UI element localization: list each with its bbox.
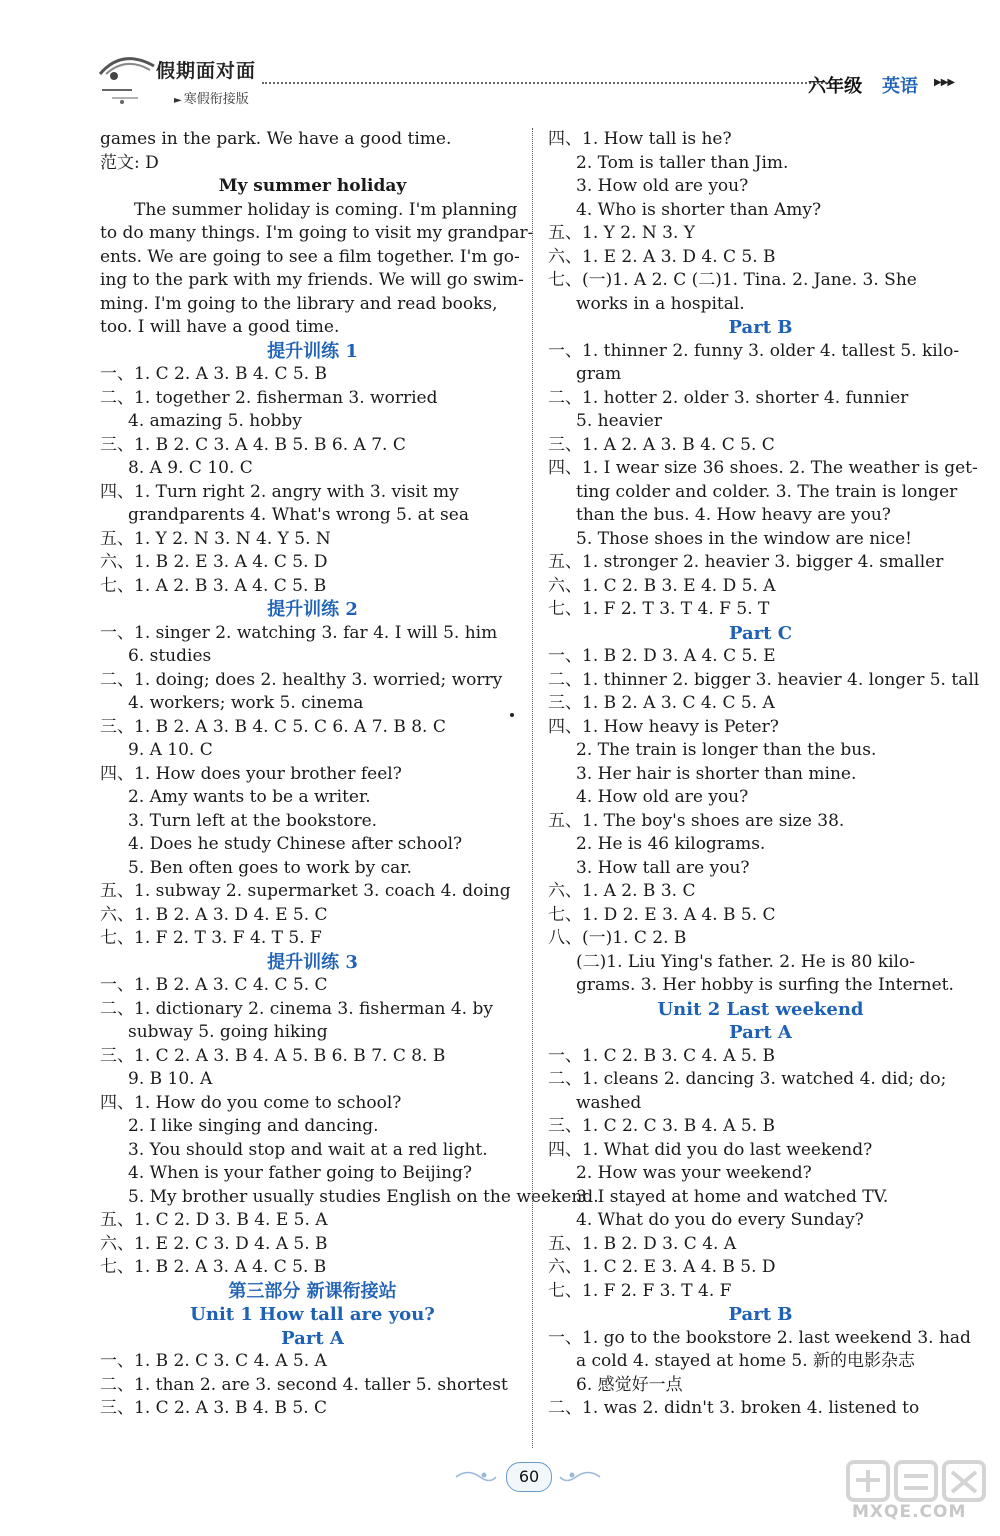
answer-line: 五、1. The boy's shoes are size 38.	[548, 810, 845, 831]
answer-line: 范文: D	[100, 152, 159, 173]
answer-line: 3. How old are you?	[576, 176, 749, 196]
brand-subtitle: ► 寒假衔接版	[174, 88, 249, 107]
answer-line: 一、1. B 2. C 3. C 4. A 5. A	[100, 1351, 327, 1371]
answer-line: 5. Those shoes in the window are nice!	[576, 528, 912, 549]
answer-line: 二、1. together 2. fisherman 3. worried	[100, 387, 438, 408]
header-dotted-rule	[262, 82, 862, 84]
answer-line: 一、1. go to the bookstore 2. last weekend 3. had	[548, 1327, 971, 1348]
answer-line: My summer holiday	[218, 176, 407, 196]
answer-line: (二)1. Liu Ying's father. 2. He is 80 kilo-	[576, 951, 915, 972]
answer-line: 七、1. F 2. F 3. T 4. F	[548, 1280, 732, 1301]
answer-line: 七、1. B 2. A 3. A 4. C 5. B	[100, 1257, 327, 1277]
answer-line: 五、1. Y 2. N 3. N 4. Y 5. N	[100, 528, 331, 549]
answer-line: 二、1. doing; does 2. healthy 3. worried; worry	[100, 669, 503, 690]
answer-line: 四、1. I wear size 36 shoes. 2. The weather is get-	[548, 458, 978, 478]
section-heading: 第三部分 新课衔接站	[228, 1280, 397, 1302]
answer-line: 4. amazing 5. hobby	[128, 411, 302, 431]
answer-line: 一、1. C 2. A 3. B 4. C 5. B	[100, 364, 328, 384]
section-heading: Part B	[728, 1304, 793, 1325]
answer-line: 6. studies	[128, 646, 212, 666]
answer-line: 5. My brother usually studies English on the weekend.	[128, 1186, 599, 1207]
answer-line: games in the park. We have a good time.	[100, 129, 452, 149]
section-heading: Part A	[729, 1022, 792, 1043]
section-heading: 提升训练 3	[267, 951, 358, 973]
right-answer-column	[548, 128, 980, 1421]
triple-arrow-icon: ▶▶▶	[934, 77, 955, 88]
answer-line: 3. You should stop and wait at a red light.	[128, 1139, 488, 1160]
answer-line: 七、1. F 2. T 3. T 4. F 5. T	[548, 599, 770, 619]
column-divider	[532, 128, 533, 1448]
answer-line: ting colder and colder. 3. The train is longer	[576, 481, 958, 502]
answer-line: 七、1. F 2. T 3. F 4. T 5. F	[100, 928, 322, 948]
answer-line: 六、1. B 2. E 3. A 4. C 5. D	[100, 552, 328, 572]
answer-line: 四、1. Turn right 2. angry with 3. visit my	[100, 481, 459, 502]
answer-line: 三、1. A 2. A 3. B 4. C 5. C	[548, 434, 775, 455]
answer-line: 二、1. than 2. are 3. second 4. taller 5. shortest	[100, 1374, 508, 1395]
answer-line: 六、1. C 2. E 3. A 4. B 5. D	[548, 1257, 776, 1277]
answer-line: too. I will have a good time.	[100, 317, 340, 337]
answer-line: 4. How old are you?	[576, 787, 749, 807]
answer-line: 8. A 9. C 10. C	[128, 458, 253, 478]
answer-line: 三、1. B 2. A 3. B 4. C 5. C 6. A 7. B 8. C	[100, 716, 446, 737]
section-heading: Part B	[728, 317, 793, 338]
answer-line: 3. Turn left at the bookstore.	[128, 810, 378, 831]
answer-line: 二、1. hotter 2. older 3. shorter 4. funnier	[548, 387, 909, 408]
section-heading: Unit 2 Last weekend	[657, 998, 864, 1020]
answer-line: 六、1. E 2. C 3. D 4. A 5. B	[100, 1233, 328, 1254]
stray-dot	[510, 713, 514, 717]
answer-line: 四、1. How tall is he?	[548, 129, 732, 149]
answer-line: works in a hospital.	[576, 293, 745, 314]
answer-line: 9. B 10. A	[128, 1069, 213, 1089]
section-heading: Part C	[728, 622, 793, 644]
answer-line: 六、1. C 2. B 3. E 4. D 5. A	[548, 575, 776, 596]
page-number: 60	[506, 1462, 552, 1492]
left-ornament-icon	[454, 1466, 498, 1488]
answer-line: The summer holiday is coming. I'm planning	[134, 199, 518, 220]
answer-line: 2. How was your weekend?	[576, 1163, 812, 1183]
answer-line: 五、1. subway 2. supermarket 3. coach 4. doing	[100, 881, 511, 901]
answer-line: 一、1. B 2. A 3. C 4. C 5. C	[100, 975, 328, 995]
answer-line: a cold 4. stayed at home 5. 新的电影杂志	[576, 1351, 916, 1371]
answer-line: 一、1. singer 2. watching 3. far 4. I will 5. him	[100, 622, 498, 643]
answer-line: 4. Who is shorter than Amy?	[576, 199, 822, 220]
answer-line: 五、1. stronger 2. heavier 3. bigger 4. smaller	[548, 552, 944, 572]
answer-line: 三、1. C 2. A 3. B 4. A 5. B 6. B 7. C 8. B	[100, 1045, 446, 1066]
answer-line: 2. I like singing and dancing.	[128, 1116, 379, 1136]
answer-line: 6. 感觉好一点	[576, 1374, 683, 1395]
watermark-logo-icon	[842, 1458, 992, 1534]
answer-line: 七、1. A 2. B 3. A 4. C 5. B	[100, 575, 327, 596]
answer-line: than the bus. 4. How heavy are you?	[576, 505, 891, 525]
answer-line: 六、1. A 2. B 3. C	[548, 881, 696, 901]
answer-line: 四、1. How heavy is Peter?	[548, 716, 779, 737]
answer-line: 六、1. B 2. A 3. D 4. E 5. C	[100, 904, 328, 925]
answer-line: 五、1. C 2. D 3. B 4. E 5. A	[100, 1210, 328, 1230]
answer-line: 五、1. Y 2. N 3. Y	[548, 223, 695, 243]
answer-line: washed	[576, 1092, 642, 1113]
subject-label: 英语	[882, 76, 918, 97]
watermark-text: MXQE.COM	[852, 1502, 967, 1522]
answer-line: 二、1. thinner 2. bigger 3. heavier 4. longer 5. tall	[548, 669, 980, 690]
answer-line: 六、1. E 2. A 3. D 4. C 5. B	[548, 246, 776, 267]
answer-line: 二、1. cleans 2. dancing 3. watched 4. did; do;	[548, 1069, 947, 1089]
section-heading: Unit 1 How tall are you?	[190, 1304, 435, 1325]
answer-line: 七、(一)1. A 2. C (二)1. Tina. 2. Jane. 3. She	[548, 270, 917, 290]
answer-line: 3. How tall are you?	[576, 857, 750, 878]
book-logo-icon	[92, 44, 164, 108]
section-heading: Part A	[281, 1327, 344, 1349]
answer-line: grandparents 4. What's wrong 5. at sea	[128, 505, 469, 525]
answer-line: 一、1. B 2. D 3. A 4. C 5. E	[548, 646, 776, 666]
answer-line: 三、1. C 2. C 3. B 4. A 5. B	[548, 1116, 776, 1136]
answer-line: 二、1. was 2. didn't 3. broken 4. listened to	[548, 1398, 920, 1418]
answer-line: 七、1. D 2. E 3. A 4. B 5. C	[548, 904, 776, 925]
answer-line: 2. He is 46 kilograms.	[576, 834, 766, 854]
brand-title: 假期面对面	[156, 60, 257, 82]
answer-line: grams. 3. Her hobby is surfing the Internet.	[576, 975, 954, 995]
answer-line: ming. I'm going to the library and read books,	[100, 293, 498, 314]
answer-line: 2. Amy wants to be a writer.	[128, 787, 371, 807]
answer-line: 4. What do you do every Sunday?	[576, 1210, 864, 1230]
answer-line: 一、1. thinner 2. funny 3. older 4. tallest 5. kilo-	[548, 340, 960, 361]
answer-line: 四、1. What did you do last weekend?	[548, 1139, 873, 1160]
answer-line: 三、1. B 2. C 3. A 4. B 5. B 6. A 7. C	[100, 434, 406, 455]
answer-line: 四、1. How does your brother feel?	[100, 763, 402, 784]
answer-line: 5. heavier	[576, 411, 662, 431]
section-heading: 提升训练 1	[267, 340, 358, 362]
answer-line: 2. Tom is taller than Jim.	[576, 152, 789, 173]
answer-line: ing to the park with my friends. We will go swim-	[100, 270, 524, 290]
answer-line: 三、1. B 2. A 3. C 4. C 5. A	[548, 693, 775, 713]
answer-line: 二、1. dictionary 2. cinema 3. fisherman 4. by	[100, 998, 493, 1019]
answer-line: ents. We are going to see a film together. I'm go-	[100, 246, 520, 267]
answer-line: 3. Her hair is shorter than mine.	[576, 763, 857, 784]
answer-line: 3. I stayed at home and watched TV.	[576, 1186, 889, 1207]
answer-line: subway 5. going hiking	[128, 1022, 328, 1042]
answer-line: 五、1. B 2. D 3. C 4. A	[548, 1233, 737, 1254]
page-header	[92, 44, 972, 114]
answer-line: 八、(一)1. C 2. B	[548, 928, 687, 948]
answer-line: 三、1. C 2. A 3. B 4. B 5. C	[100, 1398, 328, 1418]
answer-line: 2. The train is longer than the bus.	[576, 740, 877, 760]
right-ornament-icon	[558, 1466, 602, 1488]
grade-label: 六年级	[808, 76, 862, 97]
section-heading: 提升训练 2	[267, 599, 358, 620]
answer-line: 四、1. How do you come to school?	[100, 1092, 402, 1113]
answer-line: 4. Does he study Chinese after school?	[128, 834, 463, 854]
answer-line: gram	[576, 364, 622, 384]
answer-line: to do many things. I'm going to visit my grandpar-	[100, 223, 534, 243]
answer-line: 5. Ben often goes to work by car.	[128, 857, 412, 878]
answer-line: 4. When is your father going to Beijing?	[128, 1163, 473, 1183]
answer-line: 4. workers; work 5. cinema	[128, 693, 364, 713]
answer-line: 9. A 10. C	[128, 740, 213, 760]
answer-line: 一、1. C 2. B 3. C 4. A 5. B	[548, 1045, 776, 1066]
